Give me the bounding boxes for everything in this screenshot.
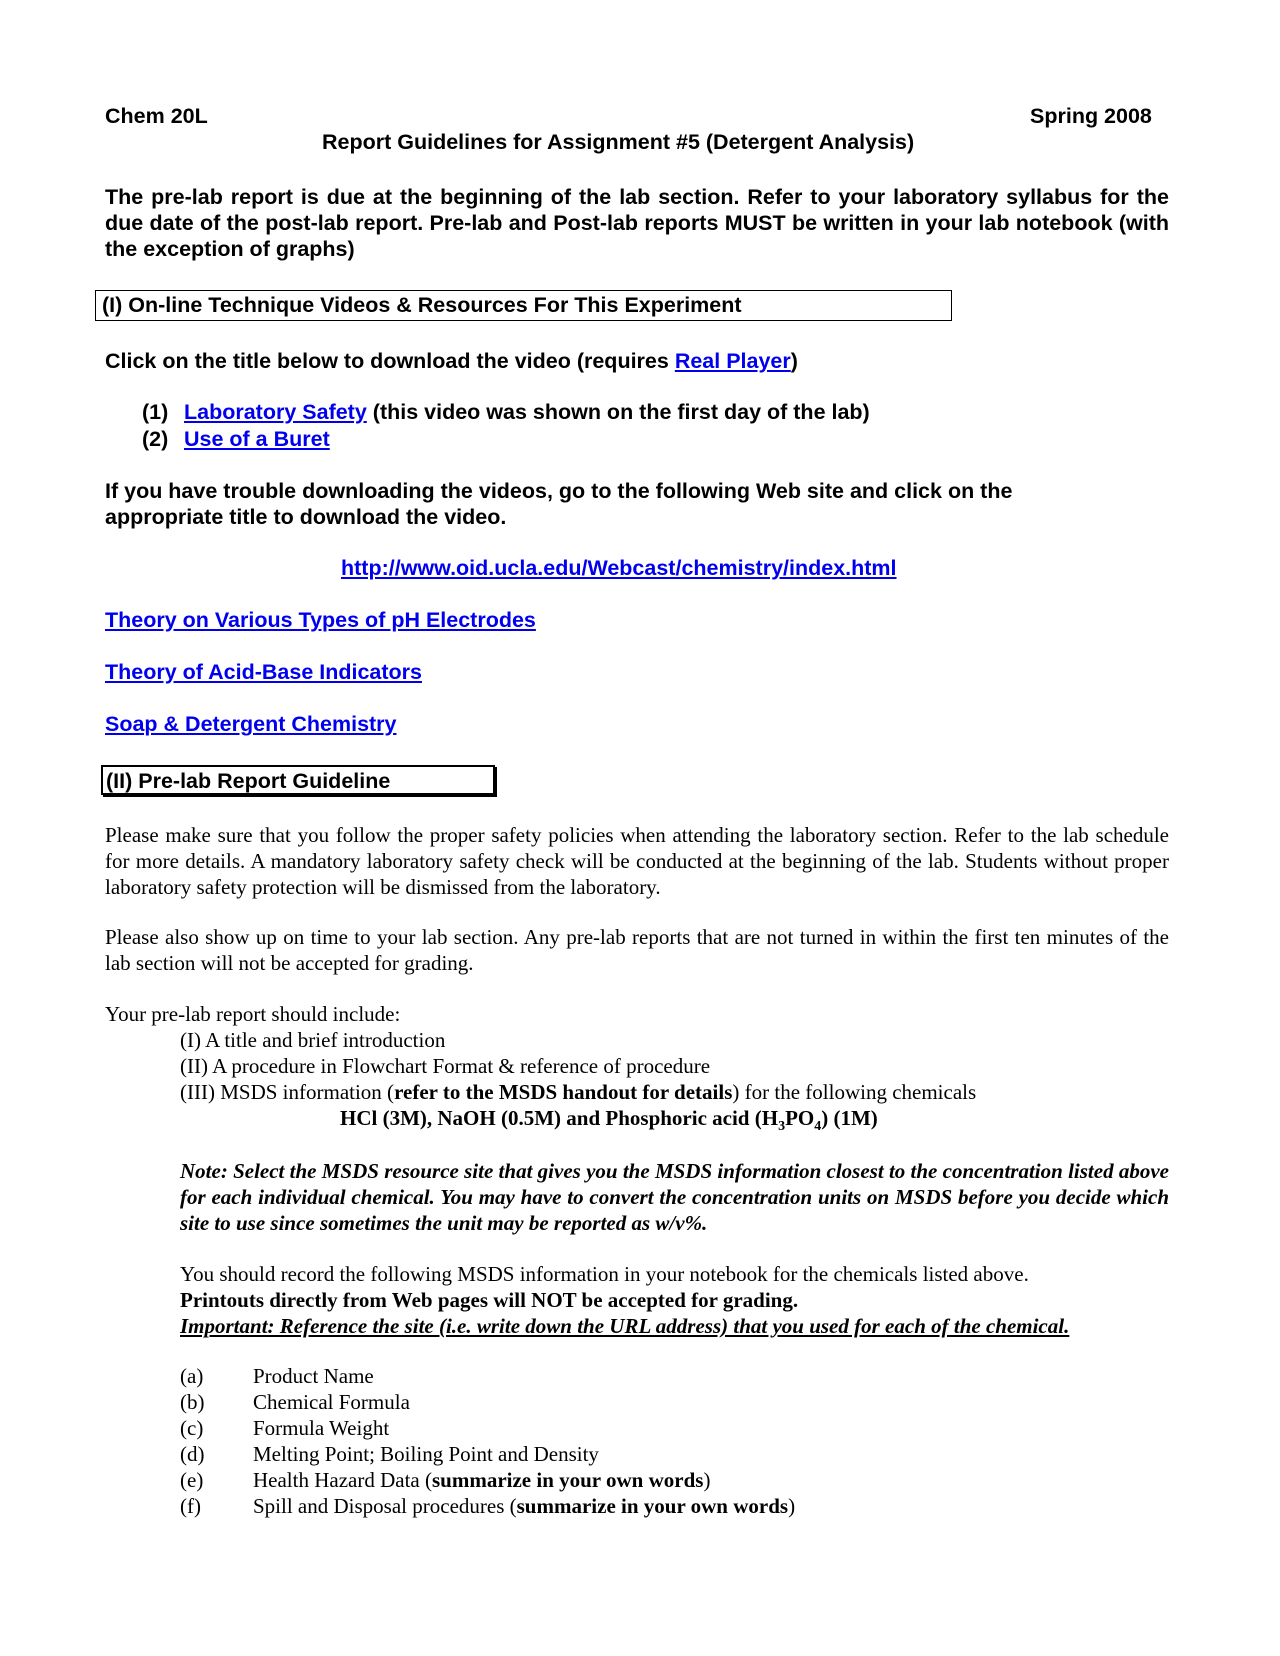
- health-hazard-text: Health Hazard Data (: [253, 1468, 432, 1492]
- video-item-content: [184, 427, 330, 452]
- msds-field-label: (f): [180, 1494, 201, 1518]
- section-heading-prelab-text: (II) Pre-lab Report Guideline: [106, 769, 391, 793]
- printouts-warning: Printouts directly from Web pages will NOT be accepted for grading.: [180, 1288, 799, 1312]
- include-item-title: (I) A title and brief introduction: [180, 1028, 446, 1052]
- video-item-content: [184, 400, 870, 425]
- include-intro: Your pre-lab report should include:: [105, 1002, 401, 1026]
- msds-field-product-name: Product Name: [253, 1364, 374, 1388]
- msds-item-bold: refer to the MSDS handout for details: [394, 1080, 733, 1104]
- msds-field-physical-properties: Melting Point; Boiling Point and Density: [253, 1442, 599, 1466]
- resource-item: [105, 608, 536, 633]
- video-number: (1): [142, 400, 169, 424]
- msds-item-prefix: (III) MSDS information (: [180, 1080, 395, 1104]
- page-title: Report Guidelines for Assignment #5 (Detergent Analysis): [322, 130, 915, 154]
- chemicals-part2: PO: [785, 1106, 815, 1130]
- laboratory-safety-link[interactable]: Laboratory Safety: [184, 400, 367, 424]
- real-player-link[interactable]: Real Player: [674, 349, 791, 373]
- section-heading-prelab: [101, 765, 495, 795]
- chemicals-sub2: 4: [814, 1119, 822, 1135]
- health-hazard-tail: ): [703, 1468, 711, 1492]
- download-suffix: ): [790, 349, 798, 373]
- msds-item-suffix: ) for the following chemicals: [732, 1080, 977, 1104]
- msds-field-spill-disposal: [253, 1494, 795, 1519]
- acid-base-indicators-link[interactable]: Theory of Acid-Base Indicators: [105, 660, 422, 684]
- spill-disposal-text: Spill and Disposal procedures (: [253, 1494, 517, 1518]
- chemicals-part1: HCl (3M), NaOH (0.5M) and Phosphoric acid (H: [340, 1106, 779, 1130]
- msds-field-label: (a): [180, 1364, 204, 1388]
- term-label: Spring 2008: [1030, 104, 1152, 128]
- msds-field-label: (e): [180, 1468, 204, 1492]
- chemicals-list: [340, 1106, 878, 1135]
- msds-field-label: (d): [180, 1442, 205, 1466]
- course-name: Chem 20L: [105, 104, 208, 128]
- chemicals-sub1: 3: [778, 1119, 786, 1135]
- use-of-buret-link[interactable]: Use of a Buret: [184, 427, 330, 451]
- include-item-msds: [180, 1080, 976, 1105]
- intro-paragraph: The pre-lab report is due at the beginning of the lab section. Refer to your laboratory syllabus for the due date of the post-lab report. Pre-lab and Post-lab reports MUST be written in your lab notebook (with the exception of graphs): [105, 185, 1169, 261]
- video-item: [142, 427, 168, 452]
- msds-field-chemical-formula: Chemical Formula: [253, 1390, 410, 1414]
- spill-disposal-bold: summarize in your own words: [516, 1494, 789, 1518]
- chemicals-part3: ) (1M): [821, 1106, 878, 1130]
- important-reference: Important: Reference the site (i.e. write down the URL address) that you used for each of the chemical.: [180, 1314, 1070, 1338]
- record-instructions: You should record the following MSDS information in your notebook for the chemicals listed above.: [180, 1262, 1029, 1286]
- msds-note: Note: Select the MSDS resource site that gives you the MSDS information closest to the concentration listed above for each individual chemical. You may have to convert the concentration units on MSDS before you decide which site to use since sometimes the unit may be reported as w/v%.: [180, 1159, 1169, 1235]
- webcast-url: [341, 556, 897, 581]
- download-instructions: [105, 349, 798, 374]
- msds-field-health-hazard: [253, 1468, 710, 1493]
- safety-paragraph: Please make sure that you follow the proper safety policies when attending the laboratory section. Refer to the lab schedule for more details. A mandatory laboratory safety check will be conducted at the beginning of the lab. Students without proper laboratory safety protection will be dismissed from the laboratory.: [105, 823, 1169, 899]
- trouble-paragraph: If you have trouble downloading the videos, go to the following Web site and click on the appropriate title to download the video.: [105, 479, 1013, 529]
- section-heading-videos-text: (I) On-line Technique Videos & Resources For This Experiment: [102, 293, 742, 317]
- spill-disposal-tail: ): [788, 1494, 796, 1518]
- include-item-procedure: (II) A procedure in Flowchart Format & reference of procedure: [180, 1054, 711, 1078]
- section-heading-videos: [95, 290, 952, 321]
- soap-detergent-link[interactable]: Soap & Detergent Chemistry: [105, 712, 397, 736]
- download-prefix: Click on the title below to download the video (requires: [105, 349, 675, 373]
- msds-field-label: (b): [180, 1390, 205, 1414]
- resource-item: [105, 660, 422, 685]
- video-number: (2): [142, 427, 169, 451]
- video-item: [142, 400, 168, 425]
- msds-field-label: (c): [180, 1416, 204, 1440]
- video-note: (this video was shown on the first day of the lab): [366, 400, 870, 424]
- on-time-paragraph: Please also show up on time to your lab section. Any pre-lab reports that are not turned in within the first ten minutes of the lab section will not be accepted for grading.: [105, 925, 1169, 975]
- resource-item: [105, 712, 397, 737]
- health-hazard-bold: summarize in your own words: [431, 1468, 704, 1492]
- ph-electrodes-link[interactable]: Theory on Various Types of pH Electrodes: [105, 608, 536, 632]
- msds-field-formula-weight: Formula Weight: [253, 1416, 390, 1440]
- webcast-url-link[interactable]: http://www.oid.ucla.edu/Webcast/chemistry/index.html: [341, 556, 897, 580]
